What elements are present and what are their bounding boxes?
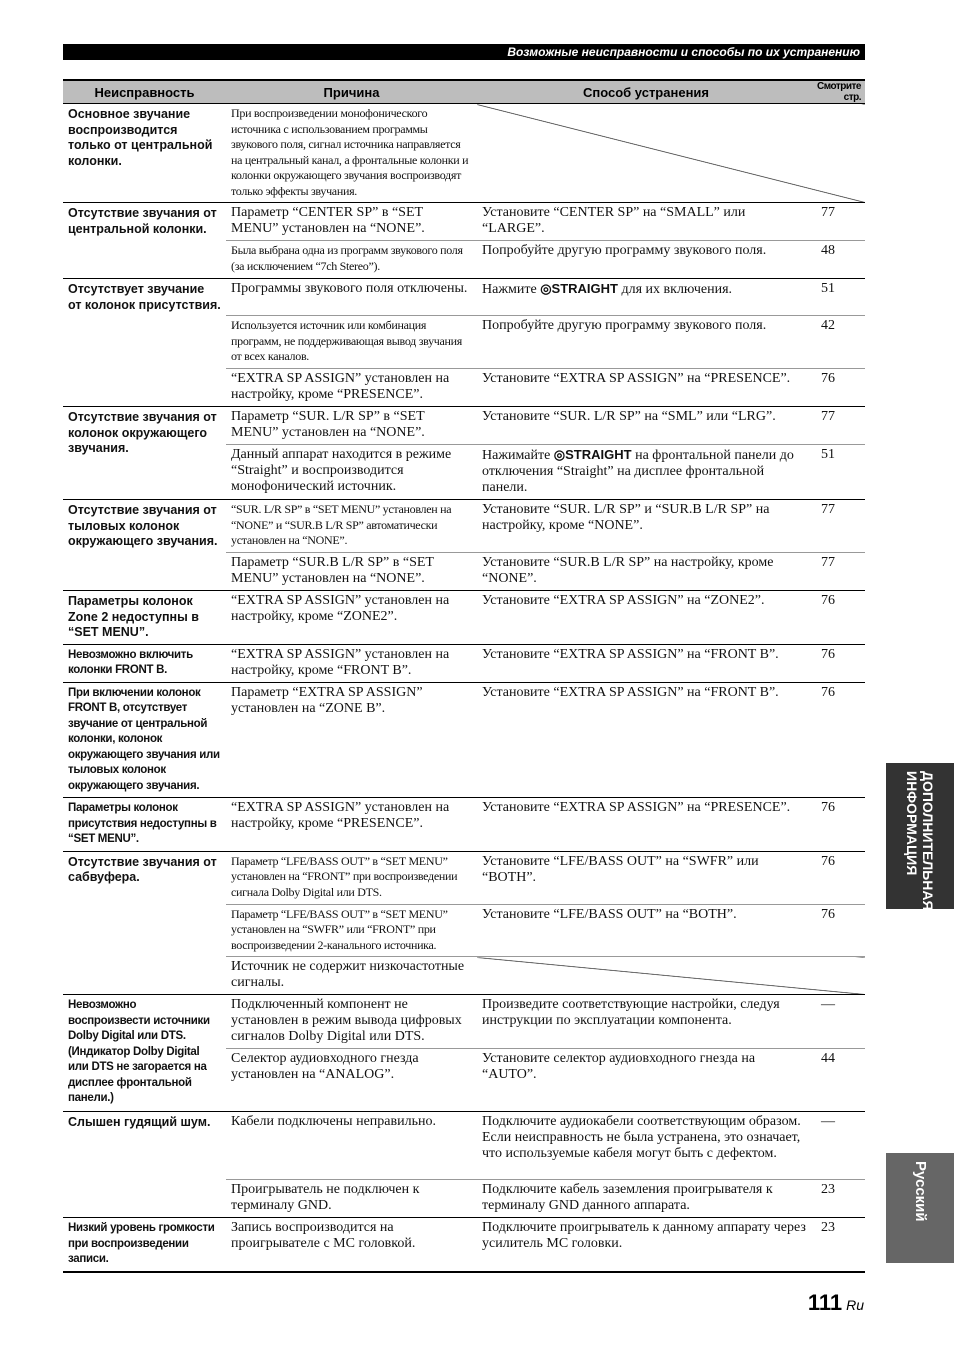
straight-button-label: ◎STRAIGHT [553,447,632,462]
page-reference: — [815,1112,865,1180]
problem-cell: При включении колонок FRONT B, отсутствует звучание от центральной колонки, колонок окружающего звучания или тыловых колонок окружающего звучания. [63,682,226,798]
column-header-solution: Способ устранения [477,80,815,104]
empty-solution-cell [477,957,865,995]
problem-cell: Отсутствие звучания от колонок окружающего звучания. [63,407,226,500]
table-row [63,1112,865,1180]
page-reference: 42 [815,316,865,369]
solution-text: на фронтальной панели до отключения “Straight” на дисплее фронтальной панели. [482,448,794,495]
cause-cell: При воспроизведении монофонического источника с использованием программы звукового поля, сигнал источника направляется на центральный канал, а фронтальные колонки и колонки окружающего звучания воспроизводят только эффекты звучания. [226,104,477,203]
solution-cell: Установите “SUR. L/R SP” на “SML” или “LRG”. [477,407,815,445]
page-reference: — [815,995,865,1049]
page-reference: 77 [815,203,865,241]
cause-cell: “EXTRA SP ASSIGN” установлен на настройку, кроме “PRESENCE”. [226,369,477,407]
solution-cell: Установите “EXTRA SP ASSIGN” на “FRONT B”. [477,644,815,682]
table-row [63,995,865,1049]
cause-cell: Параметр “CENTER SP” в “SET MENU” установлен на “NONE”. [226,203,477,241]
cause-cell: Параметр “SUR. L/R SP” в “SET MENU” установлен на “NONE”. [226,407,477,445]
solution-cell: Подключите аудиокабели соответствующим образом. Если неисправность не была устранена, это означает, что используемые кабеля могут быть с дефектом. [477,1112,815,1180]
solution-cell: Установите “SUR. L/R SP” и “SUR.B L/R SP” на настройку, кроме “NONE”. [477,500,815,553]
page-reference: 51 [815,445,865,500]
solution-cell: Установите “EXTRA SP ASSIGN” на “PRESENCE”. [477,369,815,407]
page-reference: 76 [815,369,865,407]
page-reference: 77 [815,407,865,445]
cause-cell: “EXTRA SP ASSIGN” установлен на настройку, кроме “PRESENCE”. [226,798,477,852]
straight-button-label: ◎STRAIGHT [540,281,618,296]
side-tab-language[interactable]: Русский [886,1153,954,1263]
cause-cell: Селектор аудиовходного гнезда установлен на “ANALOG”. [226,1049,477,1112]
table-row [63,203,865,241]
table-row [63,500,865,553]
page-language: Ru [846,1297,864,1313]
column-header-cause: Причина [226,80,477,104]
solution-cell: Подключите проигрыватель к данному аппарату через усилитель МС головки. [477,1218,815,1272]
problem-cell: Отсутствие звучания от центральной колонки. [63,203,226,279]
page-reference: 23 [815,1218,865,1272]
page-reference: 77 [815,500,865,553]
column-header-problem: Неисправность [63,80,226,104]
page-reference: 76 [815,591,865,645]
troubleshooting-table [63,79,865,1273]
problem-cell: Невозможно включить колонки FRONT B. [63,644,226,682]
table-row [63,644,865,682]
problem-cell: Параметры колонок присутствия недоступны в “SET MENU”. [63,798,226,852]
solution-cell [477,279,815,316]
problem-cell: Основное звучание воспроизводится только от центральной колонки. [63,104,226,203]
cause-cell: Параметр “LFE/BASS OUT” в “SET MENU” установлен на “SWFR” или “FRONT” при воспроизведении 2-канального источника. [226,904,477,957]
solution-cell: Установите “EXTRA SP ASSIGN” на “PRESENCE”. [477,798,815,852]
page-reference: 76 [815,798,865,852]
page-reference: 51 [815,279,865,316]
solution-cell: Установите “EXTRA SP ASSIGN” на “FRONT B”. [477,682,815,798]
cause-cell: Используется источник или комбинация программ, не поддерживающая вывод звучания от всех каналов. [226,316,477,369]
table-row [63,407,865,445]
solution-cell [477,445,815,500]
side-tab-additional-info[interactable]: ДОПОЛНИТЕЛЬНАЯ ИНФОРМАЦИЯ [886,763,954,909]
solution-cell: Попробуйте другую программу звукового поля. [477,316,815,369]
problem-cell: Невозможно воспроизвести источники Dolby Digital или DTS. (Индикатор Dolby Digital или DTS не загорается на дисплее фронтальной панели.) [63,995,226,1112]
cause-cell: Программы звукового поля отключены. [226,279,477,316]
solution-cell: Установите “CENTER SP” на “SMALL” или “LARGE”. [477,203,815,241]
page-reference: 44 [815,1049,865,1112]
cause-cell: “EXTRA SP ASSIGN” установлен на настройку, кроме “ZONE2”. [226,591,477,645]
solution-cell: Установите селектор аудиовходного гнезда на “AUTO”. [477,1049,815,1112]
solution-text: Нажимайте [482,448,554,463]
cause-cell: Данный аппарат находится в режиме “Straight” и воспроизводится монофонический источник. [226,445,477,500]
cause-cell: Была выбрана одна из программ звукового поля (за исключением “7ch Stereo”). [226,241,477,279]
section-header: Возможные неисправности и способы по их устранению [63,44,865,60]
cause-cell: Кабели подключены неправильно. [226,1112,477,1180]
page-reference: 76 [815,904,865,957]
cause-cell: Проигрыватель не подключен к терминалу GND. [226,1180,477,1218]
page-reference: 76 [815,644,865,682]
problem-cell: Отсутствует звучание от колонок присутствия. [63,279,226,407]
problem-cell: Отсутствие звучания от сабвуфера. [63,851,226,995]
solution-text: для их включения. [617,282,733,297]
table-row [63,1218,865,1272]
solution-cell: Установите “SUR.B L/R SP” на настройку, кроме “NONE”. [477,553,815,591]
problem-cell: Слышен гудящий шум. [63,1112,226,1218]
table-row [63,682,865,798]
page-reference: 76 [815,851,865,904]
solution-cell: Подключите кабель заземления проигрывателя к терминалу GND данного аппарата. [477,1180,815,1218]
solution-cell: Произведите соответствующие настройки, следуя инструкции по эксплуатации компонента. [477,995,815,1049]
cause-cell: Параметр “SUR.B L/R SP” в “SET MENU” установлен на “NONE”. [226,553,477,591]
cause-cell: Запись воспроизводится на проигрывателе с МС головкой. [226,1218,477,1272]
table-row [63,279,865,316]
cause-cell: “SUR. L/R SP” в “SET MENU” установлен на “NONE” и “SUR.B L/R SP” автоматически установлен на “NONE”. [226,500,477,553]
page-number [808,1290,864,1316]
page-reference: 76 [815,682,865,798]
problem-cell: Параметры колонок Zone 2 недоступны в “SET MENU”. [63,591,226,645]
table-header-row [63,80,865,104]
page-reference: 77 [815,553,865,591]
table-row [63,798,865,852]
solution-cell: Попробуйте другую программу звукового поля. [477,241,815,279]
cause-cell: “EXTRA SP ASSIGN” установлен на настройку, кроме “FRONT B”. [226,644,477,682]
solution-cell: Установите “LFE/BASS OUT” на “BOTH”. [477,904,815,957]
cause-cell: Подключенный компонент не установлен в режим вывода цифровых сигналов Dolby Digital или DTS. [226,995,477,1049]
table-row [63,851,865,904]
page-number-value: 111 [807,1290,843,1315]
solution-cell: Установите “EXTRA SP ASSIGN” на “ZONE2”. [477,591,815,645]
problem-cell: Низкий уровень громкости при воспроизведении записи. [63,1218,226,1272]
solution-cell: Установите “LFE/BASS OUT” на “SWFR” или “BOTH”. [477,851,815,904]
cause-cell: Параметр “LFE/BASS OUT” в “SET MENU” установлен на “FRONT” при воспроизведении сигнала Dolby Digital или DTS. [226,851,477,904]
solution-text: Нажмите [482,282,541,297]
page-reference: 23 [815,1180,865,1218]
table-row [63,591,865,645]
table-row [63,104,865,203]
column-header-page: Смотрите стр. [815,80,865,104]
empty-solution-cell [477,104,865,203]
cause-cell: Параметр “EXTRA SP ASSIGN” установлен на “ZONE B”. [226,682,477,798]
cause-cell: Источник не содержит низкочастотные сигналы. [226,957,477,995]
page-reference: 48 [815,241,865,279]
problem-cell: Отсутствие звучания от тыловых колонок окружающего звучания. [63,500,226,591]
